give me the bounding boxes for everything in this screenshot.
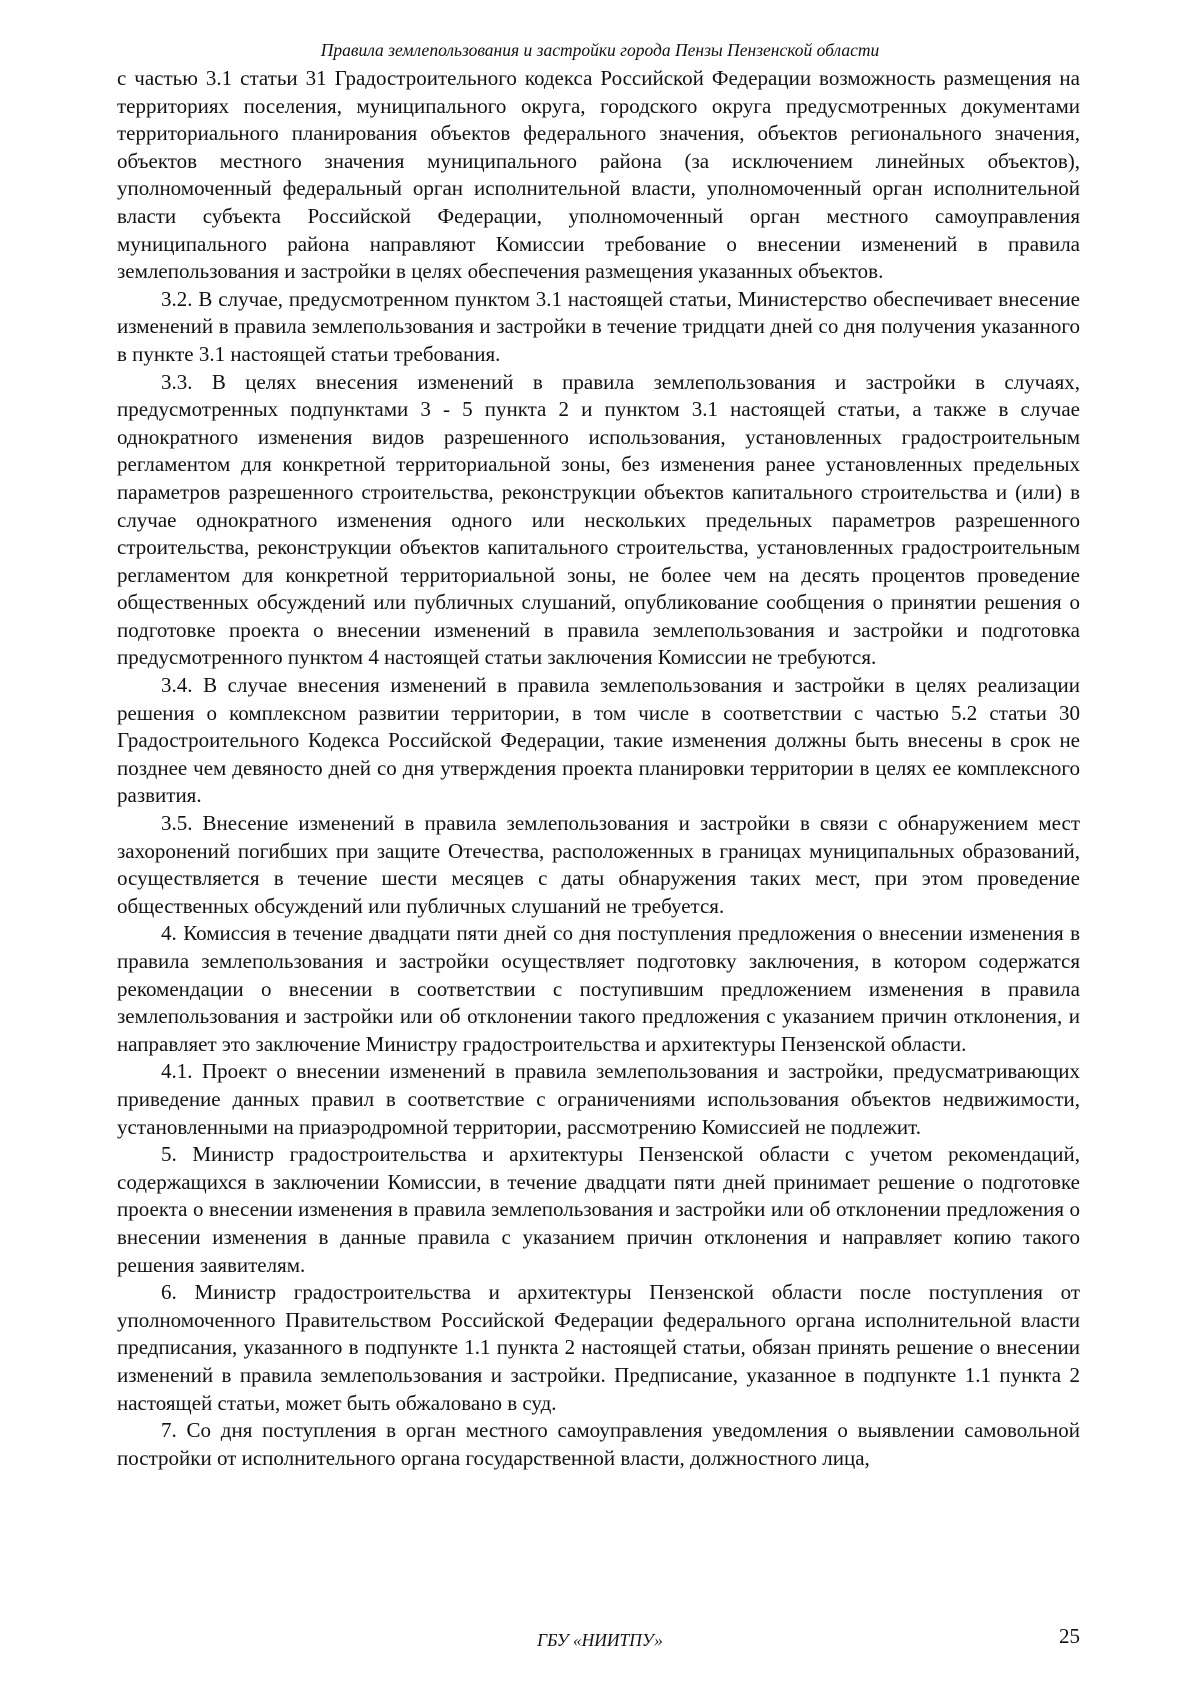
page-number: 25 [1059,1624,1080,1648]
paragraph-4-1: 4.1. Проект о внесении изменений в правила землепользования и застройки, предусматривающих приведение данных правил в соответствие с ограничениями использования объектов недвижимости, установленными на приаэродромной территории, рассмотрению Комиссией не подлежит. [117,1059,1080,1139]
page-footer: ГБУ «НИИТПУ» [537,1630,663,1650]
paragraph-3-2: 3.2. В случае, предусмотренном пунктом 3.1 настоящей статьи, Министерство обеспечивает внесение изменений в правила землепользования и застройки в течение тридцати дней со дня получения указанного в пункте 3.1 настоящей статьи требования. [117,286,1080,366]
paragraph-3-5: 3.5. Внесение изменений в правила землепользования и застройки в связи с обнаружением мест захоронений погибших при защите Отечества, расположенных в границах муниципальных образований, осуществляется в течение шести месяцев с даты обнаружения таких мест, при этом проведение общественных обсуждений или публичных слушаний не требуется. [117,811,1080,918]
paragraph-continuation: с частью 3.1 статьи 31 Градостроительного кодекса Российской Федерации возможность размещения на территориях поселения, муниципального округа, городского округа предусмотренных документами территориального планирования объектов федерального значения, объектов регионального значения, объектов местного значения муниципального района (за исключением линейных объектов), уполномоченный федеральный орган исполнительной власти, уполномоченный орган исполнительной власти субъекта Российской Федерации, уполномоченный орган местного самоуправления муниципального района направляют Комиссии требование о внесении изменений в правила землепользования и застройки в целях обеспечения размещения указанных объектов. [117,66,1080,284]
paragraph-7: 7. Со дня поступления в орган местного самоуправления уведомления о выявлении самовольной постройки от исполнительного органа государственной власти, должностного лица, [117,1418,1080,1470]
paragraph-3-3: 3.3. В целях внесения изменений в правила землепользования и застройки в случаях, предусмотренных подпунктами 3 - 5 пункта 2 и пунктом 3.1 настоящей статьи, а также в случае однократного изменения видов разрешенного использования, установленных градостроительным регламентом для конкретной территориальной зоны, без изменения ранее установленных предельных параметров разрешенного строительства, реконструкции объектов капитального строительства и (или) в случае однократного изменения одного или нескольких предельных параметров разрешенного строительства, реконструкции объектов капитального строительства, установленных градостроительным регламентом для конкретной территориальной зоны, не более чем на десять процентов проведение общественных обсуждений или публичных слушаний, опубликование сообщения о принятии решения о подготовке проекта о внесении изменений в правила землепользования и застройки и подготовка предусмотренного пунктом 4 настоящей статьи заключения Комиссии не требуются. [117,369,1080,670]
page-header: Правила землепользования и застройки города Пензы Пензенской области [320,40,880,60]
paragraph-5: 5. Министр градостроительства и архитектуры Пензенской области с учетом рекомендаций, содержащихся в заключении Комиссии, в течение двадцати пяти дней принимает решение о подготовке проекта о внесении изменения в правила землепользования и застройки или об отклонении предложения о внесении изменения в данные правила с указанием причин отклонения и направляет копию такого решения заявителям. [117,1142,1080,1277]
paragraph-4: 4. Комиссия в течение двадцати пяти дней со дня поступления предложения о внесении изменения в правила землепользования и застройки осуществляет подготовку заключения, в котором содержатся рекомендации о внесении в соответствии с поступившим предложением изменения в правила землепользования и застройки или об отклонении такого предложения с указанием причин отклонения, и направляет это заключение Министру градостроительства и архитектуры Пензенской области. [117,921,1080,1056]
paragraph-3-4: 3.4. В случае внесения изменений в правила землепользования и застройки в целях реализации решения о комплексном развитии территории, в том числе в соответствии с частью 5.2 статьи 30 Градостроительного Кодекса Российской Федерации, такие изменения должны быть внесены в срок не позднее чем девяносто дней со дня утверждения проекта планировки территории в целях ее комплексного развития. [117,673,1080,808]
document-body [117,65,1080,1472]
paragraph-6: 6. Министр градостроительства и архитектуры Пензенской области после поступления от уполномоченного Правительством Российской Федерации федерального органа исполнительной власти предписания, указанного в подпункте 1.1 пункта 2 настоящей статьи, обязан принять решение о внесении изменений в правила землепользования и застройки. Предписание, указанное в подпункте 1.1 пункта 2 настоящей статьи, может быть обжаловано в суд. [117,1280,1080,1415]
